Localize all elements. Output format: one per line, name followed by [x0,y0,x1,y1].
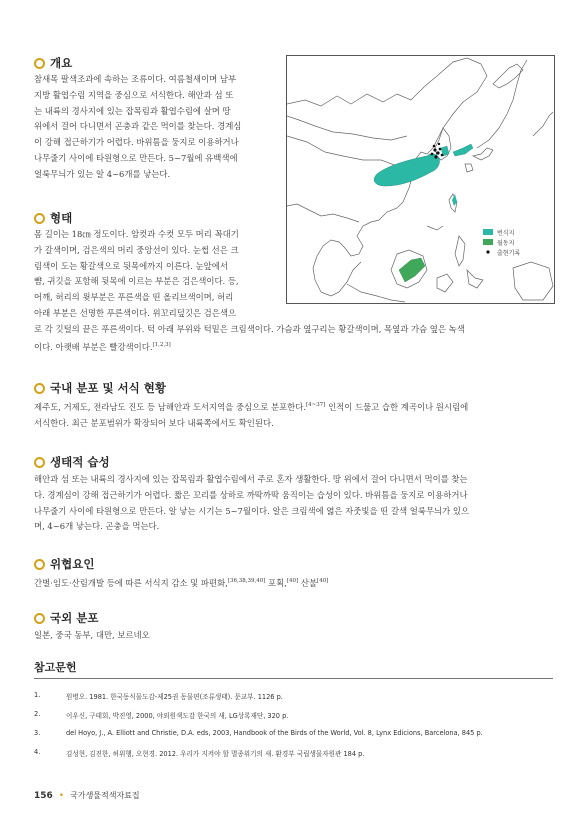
reference-item: 2. 이우신, 구태회, 박진영, 2000, 야외원색도감 한국의 새, LG상록재단, 320 p. [34,710,289,720]
heading-text: 위협요인 [50,557,95,571]
heading-bullet-icon [34,58,45,69]
legend-label-breeding: 번식지 [497,230,515,237]
heading-text: 개요 [50,56,73,70]
reference-item: 1. 원병오. 1981. 한국동식물도감-제25권 동물편(조류생태). 문교부. 1126 p. [34,691,283,701]
reference-item: 3. del Hoyo, J., A. Elliott and Christie, D.A. eds, 2003, Handbook of the Birds of the World, Vol. 8, Lynx Edicions, Barcelona, 845 p. [34,729,483,737]
threats-paragraph: 간벌·임도·산림개발 등에 따른 서식지 감소 및 파편화,[36,38,39,40] 포획,[40] 산불[40] [34,577,329,588]
domestic-paragraph: 제주도, 거제도, 전라남도 진도 등 남해안과 도서지역을 중심으로 분포한다.[4~37] 인적이 드물고 습한 계곡이나 원시림에 서식한다. 최근 분포범위가 확장되어 보다 내륙쪽에서도 확인된다. [34,401,469,428]
section-heading-domestic [34,380,166,396]
heading-bullet-icon [34,559,45,570]
heading-text: 형태 [50,211,73,225]
breeding-range-japan [453,144,473,156]
section-heading-ecology [34,454,110,470]
heading-bullet-icon [34,213,45,224]
section-heading-overview [34,55,72,71]
section-heading-overseas [34,610,98,626]
heading-bullet-icon [34,457,45,468]
reference-item: 4. 김성현, 김진한, 허위행, 오현경. 2012. 우리가 지켜야 할 멸종위기의 새. 환경부 국립생물자원관 184 p. [34,748,365,758]
page-number: 156 [34,790,53,801]
legend-label-wintering: 월동지 [497,240,515,247]
form-paragraph: 몸 길이는 18㎝ 정도이다. 암컷과 수컷 모두 머리 꼭대기 가 갈색이며, 검은색의 머리 중앙선이 있다. 눈썹 선은 크 림색이 도는 황갈색으로 뒷목에까지 이른다. 눈앞에서 뺨, 귀깃을 포함해 뒷목에 이르는 부분은 검은색이다. 등, 어깨, 허리의 윗부분은 푸른색을 띤 올리브색이며, 허리 아래 부분은 선명한 푸른색이다. 위꼬리덮깃은 검은색으 로 각 깃털의 끝은 푸른색이다. 턱 아래 부위와 턱밑은 크림색이다. 가슴과 옆구리는 황갈색이며, 목옆과 가슴 옆은 녹색 이다. 아랫배 부분은 빨강색이다.[1,2,3] [34,229,465,352]
breeding-range-china [374,154,439,186]
page-footer [34,790,140,801]
footer-bullet: • [58,790,65,801]
map-legend [483,229,520,257]
distribution-map [286,55,555,304]
heading-bullet-icon [34,613,45,624]
heading-bullet-icon [34,383,45,394]
references-title: 참고문헌 [34,661,77,674]
references-divider [34,678,553,679]
map-svg [287,56,554,303]
legend-label-record: 출현기록 [497,250,521,257]
publication-title: 국가생물적색자료집 [70,791,140,800]
heading-text: 생태적 습성 [50,455,110,469]
overseas-paragraph: 일본, 중국 동부, 대만, 보르네오 [34,630,150,640]
section-heading-form [34,210,72,226]
legend-swatch-record [486,250,489,253]
ecology-paragraph: 해안과 섬 또는 내륙의 경사지에 있는 잡목림과 활엽수림에서 주로 혼자 생활한다. 땅 위에서 걸어 다니면서 먹이를 찾는 다. 경계심이 강해 접근하기가 어렵다. 짧은 꼬리를 상하로 까딱까딱 움직이는 습성이 있다. 바위틈을 둥지로 이용하거나 나무줄기 사이에 타원형으로 만든다. 알 낳는 시기는 5~7월이다. 알은 크림색에 엷은 자줏빛을 띤 갈색 얼룩무늬가 있으 며, 4~6개 낳는다. 곤충을 먹는다. [34,474,470,532]
legend-swatch-wintering [483,239,493,245]
legend-swatch-breeding [483,229,493,235]
section-heading-threats [34,556,94,572]
heading-text: 국외 분포 [50,611,99,625]
overview-paragraph: 참새목 팔색조과에 속하는 조류이다. 여름철새이며 남부 지방 활엽수림 지역을 중심으로 서식한다. 해안과 섬 또 는 내륙의 경사지에 있는 잡목림과 활엽수림에 살며 땅 위에서 걸어 다니면서 곤충과 같은 먹이를 찾는다. 경계심 이 강해 접근하기가 어렵다. 바위틈을 둥지로 이용하거나 나무줄기 사이에 타원형으로 만든다. 5~7월에 유백색에 얼룩무늬가 있는 알 4~6개를 낳는다. [34,74,242,179]
heading-text: 국내 분포 및 서식 현황 [50,381,166,395]
